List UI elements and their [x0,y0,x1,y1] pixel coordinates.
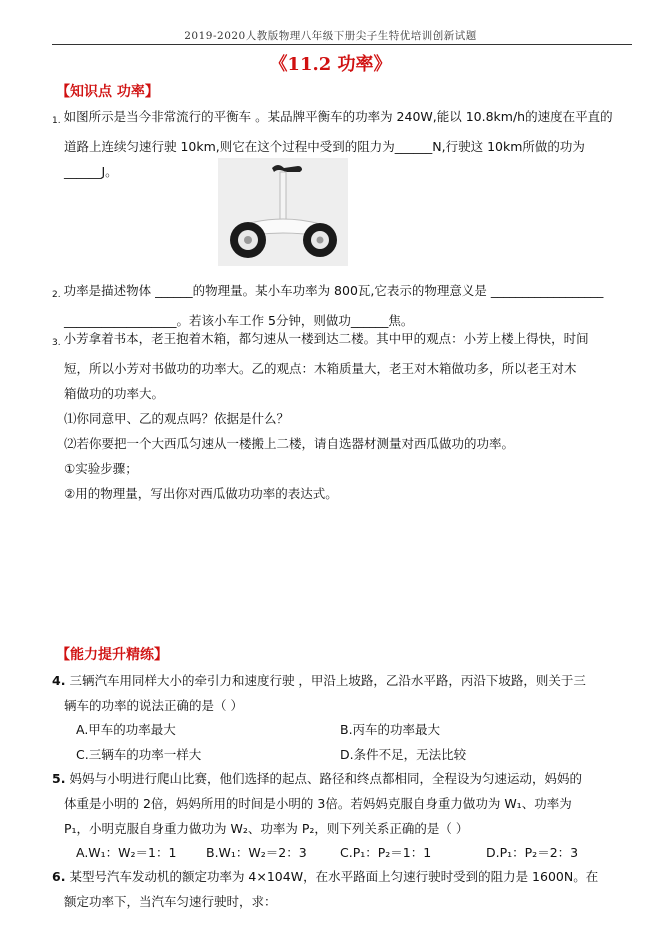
question-text-line: 短，所以小芳对书做功的功率大。乙的观点：木箱质量大，老王对木箱做功多，所以老王对木 [64,361,577,376]
question-text-line: 额定功率下，当汽车匀速行驶时，求： [64,894,277,909]
option-d[interactable]: D.条件不足，无法比较 [340,747,467,762]
balance-scooter-icon [218,158,348,266]
question-number: 3. [52,338,61,348]
question-text-line: __________________。若该小车工作 5分钟，则做功______焦。 [64,313,414,328]
question-text-line: 小芳拿着书本，老王抱着木箱，都匀速从一楼到达二楼。其中甲的观点：小芳上楼上得快，时间 [63,331,589,346]
question-text-line: 辆车的功率的说法正确的是（ ） [64,698,243,713]
sub-question: ①实验步骤； [64,461,138,476]
option-a[interactable]: A.W₁：W₂＝1：1 [76,845,177,860]
option-d[interactable]: D.P₁：P₂＝2：3 [486,845,579,860]
balance-scooter-image [218,158,348,266]
page-title: 《11.2 功率》 [269,54,392,75]
header-divider [52,44,632,45]
sub-question: ⑴你同意甲、乙的观点吗？依据是什么？ [64,411,290,426]
question-text-line: 体重是小明的 2倍，妈妈所用的时间是小明的 3倍。若妈妈克服自身重力做功为 W₁、功率为 [64,796,572,811]
question-text-line: ______J。 [64,164,118,179]
option-b[interactable]: B.W₁：W₂＝2：3 [206,845,307,860]
page-header: 2019-2020人教版物理八年级下册尖子生特优培训创新试题 [184,30,477,42]
sub-question: ②用的物理量，写出你对西瓜做功功率的表达式。 [64,486,338,501]
question-4 [52,668,618,718]
option-c[interactable]: C.P₁：P₂＝1：1 [340,845,432,860]
question-number: 5. [52,771,66,786]
question-text-line: 功率是描述物体 ______的物理量。某小车功率为 800瓦,它表示的物理意义是 __________________ [63,283,604,298]
question-6 [52,864,618,914]
question-text-line: 箱做功的功率大。 [64,386,165,401]
option-a[interactable]: A.甲车的功率最大 [76,722,176,737]
question-number: 2. [52,290,61,300]
option-c[interactable]: C.三辆车的功率一样大 [76,747,202,762]
question-text-line: 三辆汽车用同样大小的牵引力和速度行驶 ，甲沿上坡路，乙沿水平路，丙沿下坡路，则关于三 [69,673,586,688]
section-heading-knowledge: 【知识点 功率】 [56,84,159,100]
question-text-line: 如图所示是当今非常流行的平衡车 。某品牌平衡车的功率为 240W,能以 10.8km/h的速度在平直的 [63,109,613,124]
question-2 [52,278,618,333]
question-number: 4. [52,673,66,688]
question-text-line: 妈妈与小明进行爬山比赛，他们选择的起点、路径和终点都相同，全程设为匀速运动，妈妈的 [69,771,582,786]
question-text-line: 某型号汽车发动机的额定功率为 4×104W，在水平路面上匀速行驶时受到的阻力是 1600N。在 [69,869,599,884]
question-5 [52,766,618,841]
question-text-line: P₁，小明克服自身重力做功为 W₂、功率为 P₂，则下列关系正确的是（ ） [64,821,469,836]
question-3 [52,326,618,506]
sub-question: ⑵若你要把一个大西瓜匀速从一楼搬上二楼，请自选器材测量对西瓜做功的功率。 [64,436,515,451]
question-text-line: 道路上连续匀速行驶 10km,则它在这个过程中受到的阻力为______N,行驶这 10km所做的功为 [64,139,585,154]
option-b[interactable]: B.丙车的功率最大 [340,722,441,737]
section-heading-practice: 【能力提升精练】 [56,647,168,663]
question-number: 1. [52,116,61,126]
question-number: 6. [52,869,66,884]
